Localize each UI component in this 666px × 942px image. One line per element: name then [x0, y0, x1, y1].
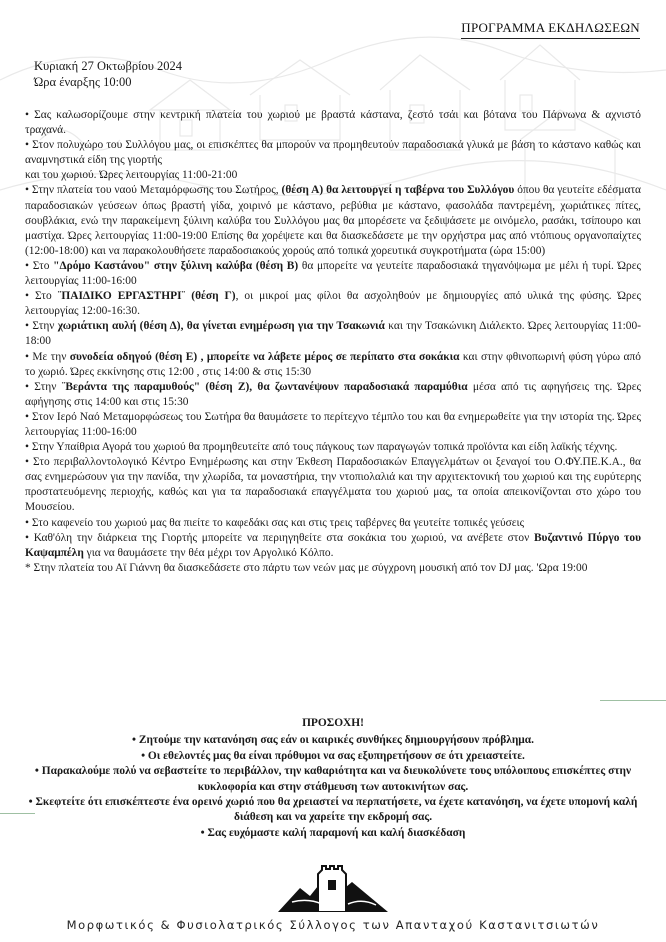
divider-rule-right — [600, 700, 666, 701]
bullet-bold-text: "Δρόμο Καστάνου" στην ξύλινη καλύβα (θέση Β) — [53, 259, 299, 272]
bullet-text: και του χωριού. Ώρες λειτουργίας 11:00-21:00 — [25, 169, 238, 182]
program-bullet — [25, 350, 641, 380]
attention-item: • Παρακαλούμε πολύ να σεβαστείτε το περιβάλλον, την καθαριότητα και να διευκολύνετε τους υπόλοιπους επισκέπτες στην κυκλοφορία και στην στάθμευση των αυτοκινήτων σας. — [34, 765, 632, 793]
program-bullet — [25, 380, 641, 410]
attention-item: • Ζητούμε την κατανόηση σας εάν οι καιρικές συνθήκες δημιουργήσουν πρόβλημα. — [132, 734, 534, 747]
bullet-text: • Στην — [25, 320, 58, 333]
attention-title: ΠΡΟΣΟΧΗ! — [302, 717, 364, 729]
bullet-text: θα μπορείτε να γευτείτε παραδοσιακά τηγανόψωμα με μέλι ή τυρί. Ώρες λειτουργίας 11:00-16:00 — [25, 259, 641, 288]
bullet-text: για να θαυμάσετε την θέα μέχρι τον Αργολικό Κόλπο. — [83, 546, 334, 559]
bullet-text: • Στο — [25, 259, 54, 272]
program-bullet — [25, 183, 641, 258]
organization-name: Μορφωτικός & Φυσιολατρικός Σύλλογος των Απανταχού Καστανιτσιωτών — [66, 918, 600, 932]
bullet-text: • Σας καλωσορίζουμε στην κεντρική πλατεία του χωριού με βραστά κάστανα, ζεστό τσάι και βότανα του Πάρνωνα & αχνιστό τραχανά. — [25, 109, 641, 137]
program-bullets — [25, 108, 641, 576]
program-bullet — [25, 516, 641, 531]
bullet-text: • Στον πολυχώρο του Συλλόγου μας, οι επισκέπτες θα μπορούν να προμηθευτούν παραδοσιακά γλυκά με βάση το κάστανο καθώς και αναμνηστικά είδη της γιορτής — [25, 139, 641, 167]
program-bullet — [25, 138, 641, 168]
bullet-text: όπου θα γευτείτε εδέσματα παραδοσιακών γεύσεων όπως βραστή γίδα, χοιρινό με κάστανο, ρεβύθια με κάστανο, φασολάδα παντρεμένη, χωριάτικες πίτες, σουβλάκια, ενώ την παρακείμενη ξύλινη καλύβα του Συλλόγου μας θα μπορέσετε να ξεδιψάσετε με οινόμελο, ρασάκι, τσίπουρο και μαστίχα. Ώρες λειτουργίας 11:00-19:00 Επίσης θα χορέψετε και θα διασκεδάσετε με την ορχήστρα μας από ντόπιους οργανοπαίχτες (12:00-18:00) και να παρακολουθήσετε παραδοσιακούς χορούς από τοπικά χορευτικά συγκροτήματα (ώρα 15:00) — [25, 184, 641, 257]
bullet-bold-text: ¨Βεράντα της παραμυθούς" (θέση Ζ), θα ζωντανέψουν παραδοσιακά παραμύθια — [61, 380, 468, 393]
bullet-text: • Στον Ιερό Ναό Μεταμορφώσεως του Σωτήρα θα θαυμάσετε το περίτεχνο τέμπλο του και θα ενημερωθείτε για την ιστορία της. Ώρες λειτουργίας 11:00-16:00 — [25, 410, 641, 438]
bullet-text: * Στην πλατεία του Αϊ Γιάννη θα διασκεδάσετε στο πάρτυ των νεών μας με σύγχρονη μουσική από τον DJ μας. 'Ωρα 19:00 — [25, 561, 588, 574]
bullet-text: • Στο — [25, 290, 58, 303]
program-bullet — [25, 531, 641, 561]
program-title: ΠΡΟΓΡΑΜΜΑ ΕΚΔΗΛΩΣΕΩΝ — [461, 20, 640, 39]
bullet-text: • Καθ'όλη την διάρκεια της Γιορτής μπορείτε να περιηγηθείτε στα σοκάκια του χωριού, να ανέβετε στον — [25, 531, 534, 544]
attention-section — [20, 716, 646, 841]
attention-item: • Σκεφτείτε ότι επισκέπτεστε ένα ορεινό χωριό που θα χρειαστεί να περπατήσετε, να έχετε κατανόηση, να έχετε υπομονή καλή διάθεση και να χαρείτε την εκδρομή σας. — [28, 796, 638, 824]
program-bullet — [25, 440, 641, 455]
tower-mountain-logo-icon — [278, 858, 388, 912]
event-date-block — [34, 58, 182, 90]
program-bullet — [25, 259, 641, 289]
bullet-text: • Στην πλατεία του ναού Μεταμόρφωσης του Σωτήρος, — [25, 184, 282, 197]
event-date: Κυριακή 27 Οκτωβρίου 2024 — [34, 59, 183, 73]
program-bullet — [25, 455, 641, 515]
bullet-text: • Με την — [25, 350, 70, 363]
bullet-text: • Στο περιβαλλοντολογικό Κέντρο Ενημέρωσης και στην Έκθεση Παραδοσιακών Επαγγελμάτων οι ξεναγοί του Ο.ΦΥ.ΠΕ.Κ.Α., θα σας ενημερώσουν για την πανίδα, την χλωρίδα, τα μοναστήρια, την ντοπιολαλιά και την αρχιτεκτονική του χωριού και της ευρύτερης προστατευόμενης περιοχής, καθώς και για τα παραδοσιακά επαγγέλματα του χωριού μας, τα οποία απεικονίζονται στο χώρο του Μουσείου. — [25, 456, 641, 514]
program-bullet — [25, 319, 641, 349]
bullet-text: και στην φθινοπωρινή φύση γύρω από το χωριό. Ώρες εκκίνησης στις 12:00 , στις 14:00 & στις 15:30 — [25, 350, 641, 378]
bullet-text: • Στο καφενείο του χωριού μας θα πιείτε το καφεδάκι σας και στις τρεις ταβέρνες θα γευτείτε τοπικές γεύσεις — [25, 516, 525, 529]
program-bullet — [25, 561, 641, 576]
program-bullet — [25, 410, 641, 440]
attention-item: • Οι εθελοντές μας θα είναι πρόθυμοι να σας εξυπηρετήσουν σε ότι χρειαστείτε. — [141, 749, 525, 762]
bullet-bold-text: ¨ΠΑΙΔΙΚΟ ΕΡΓΑΣΤΗΡΙ¨ (θέση Γ) — [57, 290, 236, 303]
event-start-time: Ώρα έναρξης 10:00 — [34, 75, 132, 89]
bullet-text: και την Τσακώνικη Διάλεκτο. Ώρες λειτουργίας 11:00-18:00 — [25, 320, 641, 348]
bullet-text: • Στην Υπαίθρια Αγορά του χωριού θα προμηθευτείτε από τους πάγκους των παραγωγών τοπικά προϊόντα και είδη λαϊκής τέχνης. — [25, 441, 618, 454]
program-bullet — [25, 289, 641, 319]
program-bullet — [25, 108, 641, 138]
bullet-bold-text: χωριάτικη αυλή (θέση Δ), θα γίνεται ενημέρωση για την Τσακωνιά — [57, 320, 385, 333]
attention-item: • Σας ευχόμαστε καλή παραμονή και καλή διασκέδαση — [200, 826, 466, 839]
bullet-bold-text: (θέση Α) θα λειτουργεί η ταβέρνα του Συλλόγου — [281, 184, 515, 197]
bullet-text: μέσα από τις αφηγήσεις της. Ώρες αφήγησης στις 14:00 και στις 15:30 — [25, 380, 641, 408]
program-bullet — [25, 168, 641, 183]
bullet-bold-text: συνοδεία οδηγού (θέση Ε) , μπορείτε να λάβετε μέρος σε περίπατο στα σοκάκια — [69, 350, 460, 363]
bullet-text: • Στην — [25, 380, 62, 393]
bullet-bold-text: Βυζαντινό Πύργο του Καψαμπέλη — [25, 531, 641, 559]
bullet-text: , οι μικροί μας φίλοι θα ασχοληθούν με δημιουργίες από υλικά της φύσης. Ώρες λειτουργίας 12:00-16:30. — [25, 290, 641, 318]
